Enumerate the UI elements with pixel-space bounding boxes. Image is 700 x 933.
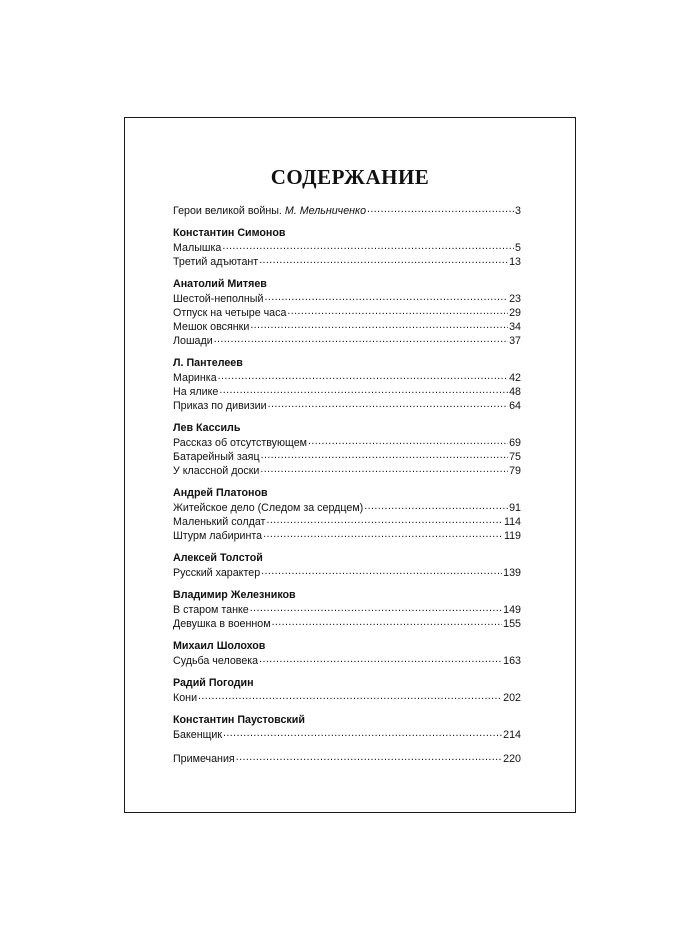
toc-entry-page: 139 — [503, 567, 521, 579]
toc-entry-label: Шестой-неполный — [173, 293, 264, 305]
toc-entry-label: Бакенщик — [173, 729, 223, 741]
toc-author-heading: Лев Кассиль — [173, 422, 241, 434]
toc-entry[interactable] — [173, 464, 521, 478]
toc-entry[interactable] — [173, 529, 521, 543]
toc-entry-page: 91 — [509, 502, 521, 514]
dot-leader — [214, 332, 508, 346]
toc-author-heading: Константин Симонов — [173, 227, 286, 239]
dot-leader — [259, 253, 508, 267]
toc-entry-label: Маленький солдат — [173, 516, 266, 528]
toc-entry-page: 42 — [509, 372, 521, 384]
toc-entry-page: 155 — [503, 618, 521, 630]
toc-author-heading: Радий Погодин — [173, 677, 254, 689]
page-title: СОДЕРЖАНИЕ — [270, 165, 430, 189]
dot-leader — [236, 750, 502, 764]
toc-entry-intro[interactable] — [173, 204, 521, 218]
toc-entry-label: Рассказ об отсутствующем — [173, 437, 307, 449]
toc-entry-page: 48 — [509, 386, 521, 398]
toc-section — [173, 486, 521, 543]
toc-entry-page: 75 — [509, 451, 521, 463]
dot-leader — [364, 499, 508, 513]
dot-leader — [263, 527, 503, 541]
toc-entry-label: Маринка — [173, 372, 217, 384]
toc-author-heading: Владимир Железников — [173, 589, 296, 601]
toc-entry-page: 114 — [503, 516, 521, 528]
toc-entry-page: 13 — [509, 256, 521, 268]
toc-entry-label: Русский характер — [173, 567, 261, 579]
toc-entry-page: 37 — [509, 335, 521, 347]
toc-entry-page: 163 — [503, 655, 521, 667]
dot-leader — [218, 369, 508, 383]
toc-entry-page: 3 — [515, 205, 521, 217]
toc-section — [173, 421, 521, 478]
toc-entry-label: Штурм лабиринта — [173, 530, 263, 542]
toc-author-heading: Анатолий Митяев — [173, 278, 267, 290]
dot-leader — [261, 448, 509, 462]
toc-entry-page: 34 — [509, 321, 521, 333]
toc-author-heading: Константин Паустовский — [173, 714, 305, 726]
dot-leader — [223, 726, 502, 740]
toc-entry-page: 214 — [503, 729, 521, 741]
dot-leader — [266, 513, 503, 527]
toc-section — [173, 226, 521, 269]
toc-section — [173, 551, 521, 580]
toc-entry-page: 5 — [515, 242, 521, 254]
toc-entry-label: Девушка в военном — [173, 618, 271, 630]
toc-entry-label: Судьба человека — [173, 655, 259, 667]
toc-entry[interactable] — [173, 654, 521, 668]
toc-entry[interactable] — [173, 334, 521, 348]
toc-entry[interactable] — [173, 255, 521, 269]
toc-author-heading: Л. Пантелеев — [173, 357, 243, 369]
dot-leader — [222, 239, 514, 253]
toc-author-heading: Алексей Толстой — [173, 552, 263, 564]
toc-section — [173, 713, 521, 742]
toc-entry-page: 64 — [509, 400, 521, 412]
dot-leader — [367, 202, 514, 216]
toc-entry-page: 29 — [509, 307, 521, 319]
toc-entry[interactable] — [173, 617, 521, 631]
toc-entry-label: Кони — [173, 692, 198, 704]
toc-entry-label: Отпуск на четыре часа — [173, 307, 287, 319]
dot-leader — [198, 689, 502, 703]
toc-entry-label: Малышка — [173, 242, 222, 254]
toc-entry-label: Третий адъютант — [173, 256, 259, 268]
toc-entry-notes[interactable] — [173, 752, 521, 766]
toc-entry-page: 79 — [509, 465, 521, 477]
toc-entry-label: Житейское дело (Следом за сердцем) — [173, 502, 364, 514]
dot-leader — [272, 615, 503, 629]
toc-entry-label: Батарейный заяц — [173, 451, 260, 463]
toc-entry-page: 69 — [509, 437, 521, 449]
toc-entry-label: Приказ по дивизии — [173, 400, 267, 412]
toc-entry-label: Мешок овсянки — [173, 321, 250, 333]
toc-entry[interactable] — [173, 691, 521, 705]
dot-leader — [219, 383, 508, 397]
toc-sections — [173, 226, 521, 742]
toc-author-heading: Михаил Шолохов — [173, 640, 266, 652]
toc-entry-page: 23 — [509, 293, 521, 305]
toc-entry[interactable] — [173, 566, 521, 580]
toc-section — [173, 639, 521, 668]
table-of-contents — [173, 204, 521, 766]
toc-entry-label: В старом танке — [173, 604, 249, 616]
toc-entry-page: 119 — [503, 530, 521, 542]
toc-entry-label: У классной доски — [173, 465, 260, 477]
toc-entry-label: Лошади — [173, 335, 213, 347]
dot-leader — [261, 564, 502, 578]
toc-entry[interactable] — [173, 728, 521, 742]
toc-entry-author-italic: М. Мельниченко — [284, 205, 367, 217]
toc-entry-page: 149 — [503, 604, 521, 616]
dot-leader — [250, 318, 508, 332]
toc-author-heading: Андрей Платонов — [173, 487, 268, 499]
dot-leader — [268, 397, 509, 411]
toc-section — [173, 356, 521, 413]
toc-entry-label: На ялике — [173, 386, 219, 398]
dot-leader — [287, 304, 508, 318]
dot-leader — [260, 462, 508, 476]
toc-entry-label: Герои великой войны. М. Мельниченко — [173, 205, 367, 217]
toc-section — [173, 588, 521, 631]
dot-leader — [264, 290, 508, 304]
toc-entry[interactable] — [173, 399, 521, 413]
toc-entry-label: Примечания — [173, 753, 235, 765]
toc-section — [173, 676, 521, 705]
dot-leader — [308, 434, 508, 448]
dot-leader — [250, 601, 502, 615]
toc-entry-page: 220 — [503, 753, 521, 765]
toc-entry-page: 202 — [503, 692, 521, 704]
dot-leader — [259, 652, 502, 666]
toc-section — [173, 277, 521, 348]
